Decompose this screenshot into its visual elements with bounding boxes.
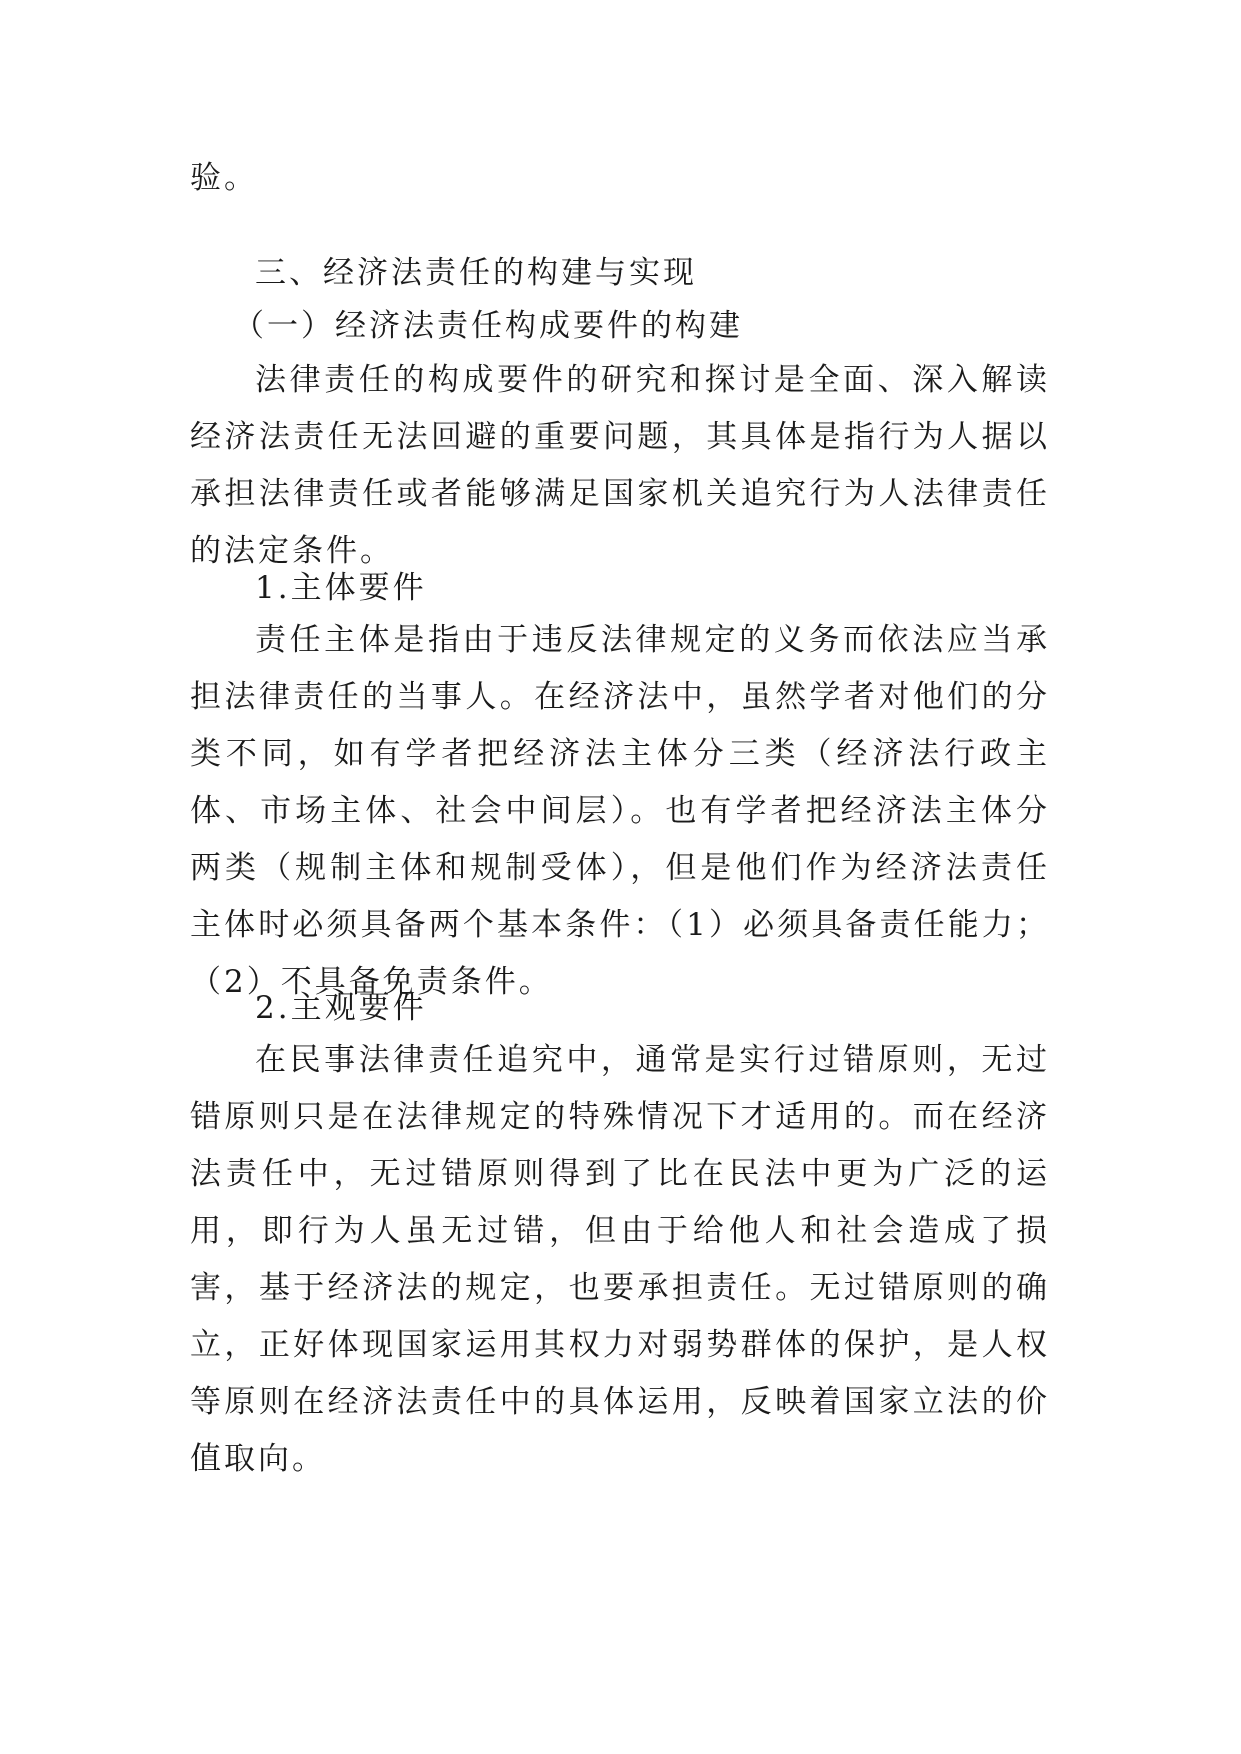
item-2-heading: 2.主观要件: [255, 990, 427, 1026]
subsection-heading: （一）经济法责任构成要件的构建: [233, 308, 743, 344]
section-heading: 三、经济法责任的构建与实现: [255, 255, 697, 291]
item-1-heading: 1.主体要件: [255, 570, 427, 606]
paragraph-2: 责任主体是指由于违反法律规定的义务而依法应当承担法律责任的当事人。在经济法中，虽然学者对他们的分类不同，如有学者把经济法主体分三类（经济法行政主体、市场主体、社会中间层）。也有学者把经济法主体分两类（规制主体和规制受体），但是他们作为经济法责任主体时必须具备两个基本条件：（1）必须具备责任能力；（2）不具备免责条件。: [190, 622, 1050, 1000]
carryover-text: 验。: [190, 160, 258, 196]
paragraph-1: 法律责任的构成要件的研究和探讨是全面、深入解读经济法责任无法回避的重要问题，其具体是指行为人据以承担法律责任或者能够满足国家机关追究行为人法律责任的法定条件。: [190, 362, 1050, 569]
paragraph-3: 在民事法律责任追究中，通常是实行过错原则，无过错原则只是在法律规定的特殊情况下才适用的。而在经济法责任中，无过错原则得到了比在民法中更为广泛的运用，即行为人虽无过错，但由于给他人和社会造成了损害，基于经济法的规定，也要承担责任。无过错原则的确立，正好体现国家运用其权力对弱势群体的保护，是人权等原则在经济法责任中的具体运用，反映着国家立法的价值取向。: [190, 1042, 1050, 1477]
